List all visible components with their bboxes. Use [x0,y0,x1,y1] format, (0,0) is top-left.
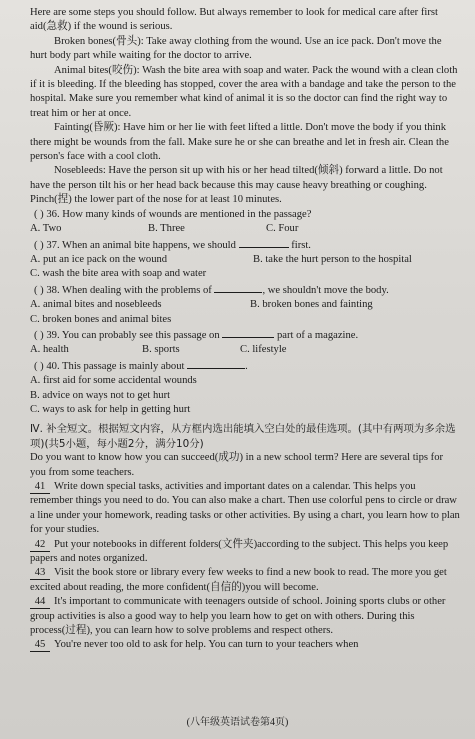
question-38 [30,282,461,298]
blank-42-text: Put your notebooks in different folders(文件夹)according to the subject. This helps you keep papers and notes organized. [30,538,449,565]
page-footer: (八年级英语试卷第4页) [186,717,289,728]
question-39-stem-end: part of a magazine. [276,329,359,341]
answer-blank [187,358,245,369]
blank-number: 44 [30,596,50,609]
intro-paragraph: Here are some steps you should follow. But always remember to look for medical care after first aid(急救) if the wound is serious. [30,7,438,33]
section-4-heading: Ⅳ. 补全短文。根据短文内容，从方框内选出能填入空白处的最佳选项。(其中有两项为多余选项)(共5小题，每小题2分，满分10分) [30,423,456,450]
question-40-stem: ( ) 40. This passage is mainly about [34,360,185,372]
question-37 [30,237,461,253]
option-b: B. broken bones and fainting [250,299,373,311]
fainting-paragraph: Fainting(昏厥): Have him or her lie with feet lifted a little. Don't move the body if you think there might be wounds from the fall. Make sure he or she can breathe and let in fresh air. Clean the person's face with a cool cloth. [30,122,449,163]
question-40 [30,358,461,374]
blank-number: 42 [30,539,50,552]
question-38-stem-end: , we shouldn't move the body. [262,284,389,296]
option-c: C. wash the bite area with soap and water [30,268,207,280]
blank-number: 41 [30,481,50,494]
option-b: B. take the hurt person to the hospital [253,253,412,265]
option-c: C. lifestyle [240,344,287,356]
option-b: B. Three [148,223,185,235]
blank-41-text: Write down special tasks, activities and important dates on a calendar. This helps you remember things you need to do. You can also make a chart. Then use colorful pens to circle or draw a line under your homework, reading tasks or other activities. By using a chart, you learn how to plan for your studies. [30,481,460,536]
question-38-stem: ( ) 38. When dealing with the problems of [34,284,212,296]
blank-45-paragraph [30,638,461,652]
option-a: A. health [30,344,69,356]
blank-41-paragraph [30,480,461,538]
option-b: B. advice on ways not to get hurt [30,389,171,401]
question-39-stem: ( ) 39. You can probably see this passage on [34,329,220,341]
blank-44-paragraph [30,595,461,638]
blank-45-text: You're never too old to ask for help. You can turn to your teachers when [54,639,359,651]
question-37-options-ab [30,253,461,267]
question-36: ( ) 36. How many kinds of wounds are mentioned in the passage? [34,208,312,220]
question-36-options [30,222,461,236]
blank-number: 43 [30,567,50,580]
question-39-options [30,343,461,357]
option-b: B. sports [142,344,180,356]
broken-bones-paragraph: Broken bones(骨头): Take away clothing from the wound. Use an ice pack. Don't move the hurt body part while waiting for the doctor to arrive. [30,35,442,62]
option-a: A. Two [30,223,62,235]
blank-42-paragraph [30,538,461,567]
nosebleeds-paragraph: Nosebleeds: Have the person sit up with his or her head tilted(倾斜) forward a little. Do not have the person tilt his or her head back because this may cause heavy breathing or coughing. Pinch(捏) the lower part of the nose for at least 10 minutes. [30,165,443,206]
answer-blank [239,237,289,248]
question-38-options-ab [30,298,461,312]
blank-43-text: Visit the book store or library every few weeks to find a new book to read. The more you get excited about reading, the more confident(自信的)you will become. [30,567,447,593]
option-c: C. ways to ask for help in getting hurt [30,403,191,415]
blank-number: 45 [30,639,50,652]
question-39 [30,327,461,343]
answer-blank [214,282,262,293]
option-a: A. put an ice pack on the wound [30,253,168,265]
option-a: A. animal bites and nosebleeds [30,299,162,311]
option-c: C. broken bones and animal bites [30,313,172,325]
option-c: C. Four [266,223,299,235]
animal-bites-paragraph: Animal bites(咬伤): Wash the bite area with soap and water. Pack the wound with a clean cloth if it is bleeding. If the bleeding has stopped, cover the area with a bandage and take the person to the hospital. Make sure you remember what kind of animal it is so the doctor can find the right way to treat him or her at once. [30,64,458,119]
question-37-stem: ( ) 37. When an animal bite happens, we should [34,239,236,251]
question-37-stem-end: first. [291,239,311,251]
blank-43-paragraph [30,566,461,595]
blank-44-text: It's important to communicate with teenagers outside of school. Joining sports clubs or other group activities is also a good way to help you learn how to get on with others. During this process(过程), you can learn how to solve problems and respect others. [30,596,446,637]
section-4-intro: Do you want to know how you can succeed(成功) in a new school term? Here are several tips for you from some teachers. [30,452,444,478]
question-40-stem-end: . [245,360,248,372]
answer-blank [222,327,274,338]
option-a: A. first aid for some accidental wounds [30,375,197,387]
